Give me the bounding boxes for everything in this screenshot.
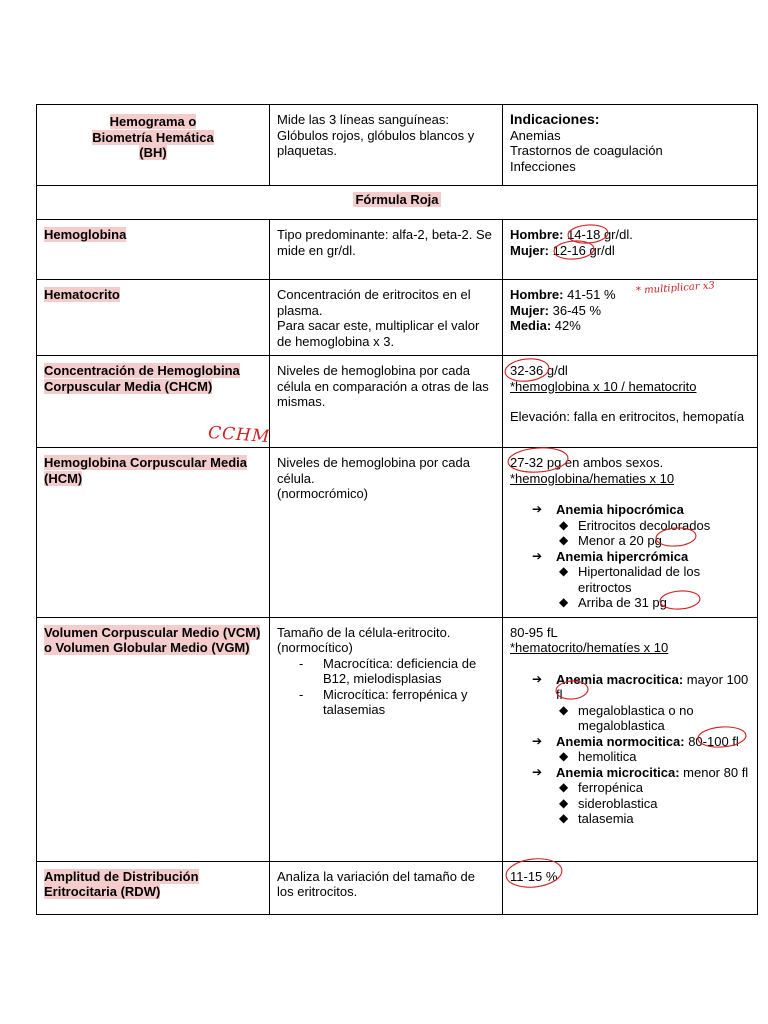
desc-line: Para sacar este, multiplicar el valor de hemoglobina x 3. xyxy=(277,318,480,349)
anemia-list xyxy=(510,502,750,611)
indication-item: Anemias xyxy=(510,127,561,143)
row-values xyxy=(503,356,758,448)
row-name-cell xyxy=(37,448,270,618)
indications-label: Indicaciones: xyxy=(510,111,600,127)
anemia-detail: ◆ hemolitica xyxy=(556,749,750,765)
anemia-detail: ◆ Menor a 20 pg xyxy=(556,533,750,549)
value-text: 41-51 % xyxy=(567,287,616,302)
anemia-name: Anemia macrocitica: xyxy=(556,671,684,687)
title-line-1: Hemograma o xyxy=(109,114,197,129)
title-cell xyxy=(37,105,270,186)
row-name-cell xyxy=(37,617,270,861)
anemia-name: Anemia microcitica: xyxy=(556,764,680,780)
anemia-range: mayor 100 fl xyxy=(556,671,749,702)
anemia-detail: ◆ megaloblastica o no megaloblastica xyxy=(556,703,750,734)
handwritten-note: * multiplicar x3 xyxy=(635,280,716,297)
desc-list-item: - Microcítica: ferropénica y talasemias xyxy=(299,687,495,718)
value-label: Mujer: xyxy=(510,302,549,318)
row-name-cell xyxy=(37,861,270,914)
section-title: Fórmula Roja xyxy=(355,192,439,207)
anemia-item xyxy=(532,734,750,765)
desc-line: Concentración de eritrocitos en el plasma. xyxy=(277,287,471,318)
row-vcm xyxy=(37,617,758,861)
section-title-cell xyxy=(37,186,758,220)
row-name: Hemoglobina Corpuscular Media (HCM) xyxy=(44,455,247,486)
title-line-2: Biometría Hemática xyxy=(92,129,214,145)
row-description xyxy=(270,448,503,618)
row-values xyxy=(503,448,758,618)
indication-item: Infecciones xyxy=(510,158,576,174)
value-text: 42% xyxy=(554,318,581,333)
row-name: Concentración de Hemoglobina Corpuscular Media (CHCM) xyxy=(44,363,240,394)
value-label: Hombre: xyxy=(510,287,564,302)
anemia-item xyxy=(532,765,750,827)
page-title xyxy=(92,114,213,161)
anemia-detail: ◆ Hipertonalidad de los eritroctos xyxy=(556,564,750,595)
row-description: Niveles de hemoglobina por cada célula en comparación a otras de las mismas. xyxy=(270,356,503,448)
row-name: Amplitud de Distribución Eritrocitaria (RDW) xyxy=(44,868,199,899)
desc-line: (normocrómico) xyxy=(277,486,369,501)
row-name: Hematocrito xyxy=(44,287,120,302)
formula-text: *hemoglobina x 10 / hematocrito xyxy=(510,378,697,394)
anemia-detail: ◆ talasemia xyxy=(556,811,750,827)
anemia-range: 80-100 fl xyxy=(684,733,739,749)
row-rdw xyxy=(37,861,758,914)
section-row xyxy=(37,186,758,220)
row-name-cell xyxy=(37,220,270,280)
handwritten-note: CCHM xyxy=(207,422,271,448)
desc-list-item: - Macrocítica: deficiencia de B12, mielodisplasias xyxy=(299,656,495,687)
desc-line: Niveles de hemoglobina por cada célula. xyxy=(277,455,470,486)
value-text: 27-32 pg en ambos sexos. xyxy=(510,455,664,470)
title-line-3: (BH) xyxy=(139,145,167,160)
anemia-name: Anemia hipocrómica xyxy=(556,502,684,517)
header-description: Mide las 3 líneas sanguíneas: Glóbulos rojos, glóbulos blancos y plaquetas. xyxy=(270,105,503,186)
anemia-item xyxy=(532,549,750,611)
desc-line: (normocítico) xyxy=(277,640,353,655)
row-hcm xyxy=(37,448,758,618)
row-chcm xyxy=(37,356,758,448)
value-text: 14-18 gr/dl. xyxy=(567,227,633,242)
value-label: Mujer: xyxy=(510,242,549,258)
anemia-name: Anemia hipercrómica xyxy=(556,548,689,564)
anemia-detail: ◆ sideroblastica xyxy=(556,796,750,812)
indications-cell xyxy=(503,105,758,186)
value-label: Media: xyxy=(510,318,552,333)
value-text: 80-95 fL xyxy=(510,624,558,640)
anemia-detail: ◆ Arriba de 31 pg xyxy=(556,595,750,611)
indication-item: Trastornos de coagulación xyxy=(510,143,663,158)
formula-text: *hemoglobina/hematies x 10 xyxy=(510,470,675,486)
value-text: 36-45 % xyxy=(552,302,602,318)
elevation-text: Elevación: falla en eritrocitos, hemopatía xyxy=(510,409,745,424)
value-text: 32-36 g/dl xyxy=(510,363,568,378)
anemia-range: menor 80 fl xyxy=(679,764,749,780)
row-hemoglobina xyxy=(37,220,758,280)
row-description xyxy=(270,617,503,861)
row-values xyxy=(503,220,758,280)
anemia-item xyxy=(532,672,750,734)
header-row xyxy=(37,105,758,186)
anemia-detail: ◆ ferropénica xyxy=(556,780,750,796)
row-values xyxy=(503,280,758,356)
value-text: 12-16 gr/dl xyxy=(552,242,615,258)
anemia-item xyxy=(532,502,750,549)
hemograma-table xyxy=(36,104,758,915)
desc-list xyxy=(277,656,495,718)
row-values xyxy=(503,861,758,914)
row-name: Hemoglobina xyxy=(44,227,127,242)
row-name-cell xyxy=(37,280,270,356)
row-name: Volumen Corpuscular Medio (VCM) o Volumen Globular Medio (VGM) xyxy=(44,624,261,655)
row-description: Tipo predominante: alfa-2, beta-2. Se mide en gr/dl. xyxy=(270,220,503,280)
row-description: Analiza la variación del tamaño de los eritrocitos. xyxy=(270,861,503,914)
row-values xyxy=(503,617,758,861)
anemia-detail: ◆ Eritrocitos decolorados xyxy=(556,518,750,534)
anemia-name: Anemia normocitica: xyxy=(556,733,685,749)
value-text: 11-15 % xyxy=(510,868,558,884)
formula-text: *hematocrito/hematíes x 10 xyxy=(510,640,669,655)
value-label: Hombre: xyxy=(510,227,564,242)
desc-line: Tamaño de la célula-eritrocito. xyxy=(277,624,451,640)
anemia-list xyxy=(510,672,750,827)
row-description xyxy=(270,280,503,356)
